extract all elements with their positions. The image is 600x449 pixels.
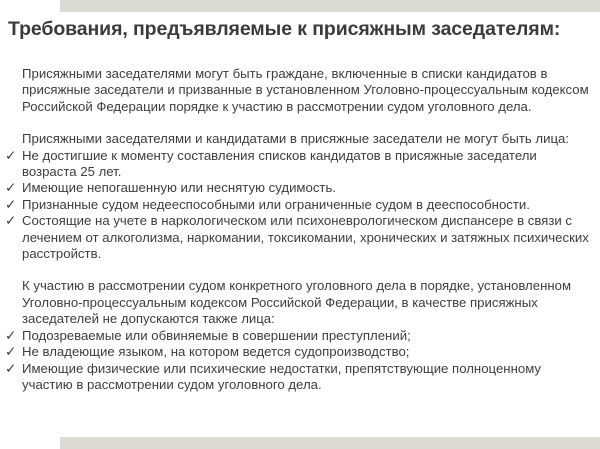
list-item [0, 197, 600, 213]
paragraph-exclusions: К участию в рассмотрении судом конкретного уголовного дела в порядке, установленном Уголовно-процессуальным кодексом Российской Федерации, в качестве присяжных заседателей не допускаются также лица: [22, 278, 572, 327]
list-item [0, 361, 600, 394]
list-item-text: Не владеющие языком, на котором ведется судопроизводство; [22, 344, 410, 360]
list-item [0, 213, 600, 262]
list-item [0, 180, 600, 196]
list-item-text: Имеющие физические или психические недостатки, препятствующие полноценному участию в рассмотрении судом уголовного дела. [22, 360, 541, 392]
top-decorative-bar [60, 0, 600, 12]
check-icon: ✓ [5, 360, 17, 376]
check-icon: ✓ [5, 147, 17, 163]
list-item [0, 344, 600, 360]
spacer [0, 115, 600, 131]
list-item-text: Имеющие непогашенную или неснятую судимость. [22, 180, 337, 196]
check-icon: ✓ [5, 180, 17, 196]
slide-title: Требования, предъявляемые к присяжным заседателям: [8, 18, 561, 40]
list-item-text: Признанные судом недееспособными или ограниченные судом в дееспособности. [22, 196, 530, 212]
slide-content [0, 66, 600, 393]
paragraph-intro: Присяжными заседателями могут быть граждане, включенные в списки кандидатов в присяжные заседатели и призванные в установленном Уголовно-процессуальным кодексом Российской Федерации порядке к участию в рассмотрении судом уголовного дела. [22, 66, 589, 114]
check-icon: ✓ [5, 213, 17, 229]
check-icon: ✓ [5, 344, 17, 360]
list-item [0, 328, 600, 344]
check-icon: ✓ [5, 327, 17, 343]
list-item-text: Не достигшие к моменту составления списков кандидатов в присяжные заседатели возраста 25 лет. [22, 147, 537, 180]
bottom-decorative-bar [60, 437, 600, 449]
paragraph-restrictions: Присяжными заседателями и кандидатами в присяжные заседатели не могут быть лица: [22, 131, 570, 147]
list-item [0, 148, 600, 181]
spacer [0, 262, 600, 278]
list-item-text: Состоящие на учете в наркологическом или психоневрологическом диспансере в связи с лечением от алкоголизма, наркомании, токсикомании, хронических и затяжных психических расстройств. [22, 213, 589, 262]
list-item-text: Подозреваемые или обвиняемые в совершении преступлений; [22, 327, 411, 343]
check-icon: ✓ [5, 196, 17, 212]
